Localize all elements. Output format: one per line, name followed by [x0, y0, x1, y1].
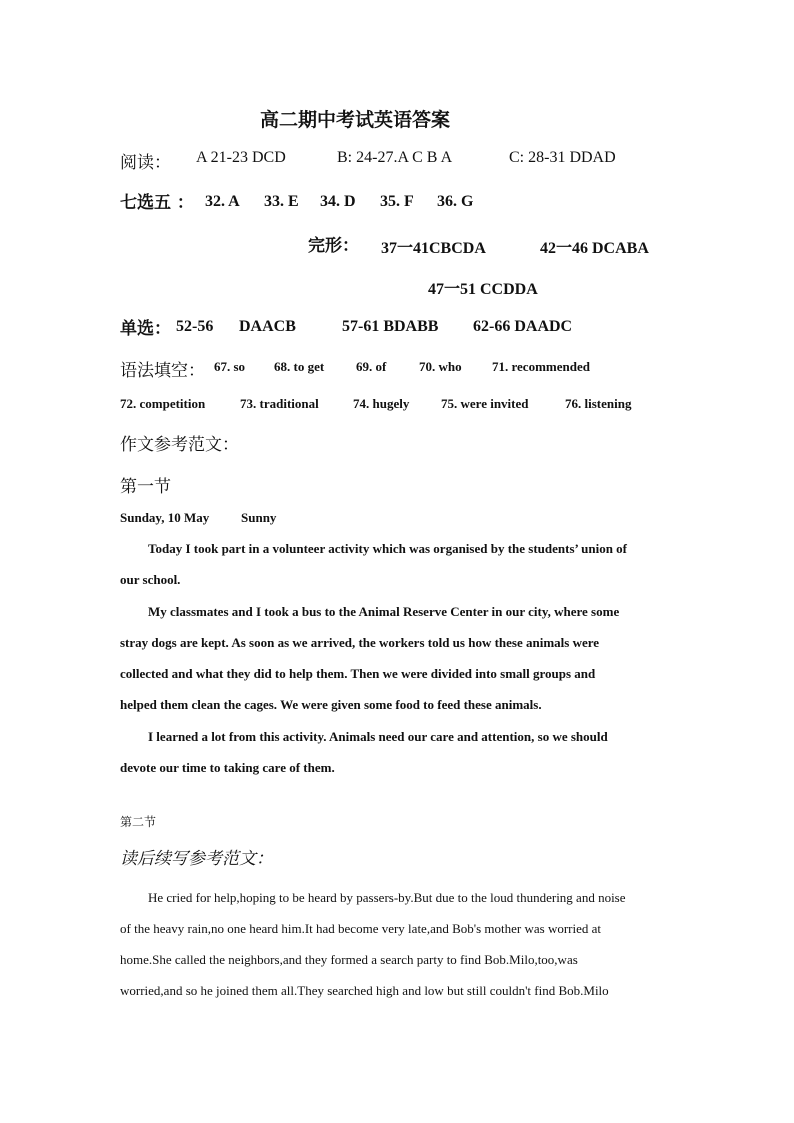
grammar-answer: 67. so: [214, 359, 246, 374]
cloze-answer: 42一46 DCABA: [540, 240, 649, 257]
essay-date: Sunday, 10 May: [120, 510, 210, 525]
single-choice-answer: 57-61 BDABB: [342, 318, 439, 335]
grammar-answer: 75. were invited: [441, 396, 529, 411]
single-choice-answer: DAACB: [239, 318, 296, 335]
cloze-answer: 47一51 CCDDA: [428, 281, 538, 298]
grammar-answer: 72. competition: [120, 396, 206, 411]
seven-five-answer: 36. G: [437, 193, 474, 210]
continuation-heading: 读后续写参考范文：: [120, 849, 273, 869]
single-choice-answer: 52-56: [176, 318, 214, 335]
grammar-answer: 70. who: [419, 359, 462, 374]
cloze-answer: 37一41CBCDA: [381, 240, 486, 257]
essay-weather: Sunny: [241, 510, 277, 525]
seven-five-answer: 34. D: [320, 193, 356, 210]
essay-line: devote our time to taking care of them.: [120, 760, 335, 775]
essay-line: stray dogs are kept. As soon as we arrived, the workers told us how these animals were: [120, 635, 600, 650]
essay-line: our school.: [120, 572, 181, 587]
page-title: 高二期中考试英语答案: [260, 109, 451, 131]
grammar-label: 语法填空：: [120, 361, 205, 381]
section-two-heading: 第二节: [120, 815, 157, 829]
seven-five-answer: 35. F: [380, 193, 414, 210]
essay-line: Today I took part in a volunteer activity which was organised by the students’ union of: [148, 541, 628, 556]
single-choice-answer: 62-66 DAADC: [473, 318, 573, 335]
essay-line: I learned a lot from this activity. Animals need our care and attention, so we should: [148, 729, 608, 744]
essay-line: My classmates and I took a bus to the Animal Reserve Center in our city, where some: [148, 604, 620, 619]
essay-line: collected and what they did to help them. Then we were divided into small groups and: [120, 666, 596, 681]
reading-answer-b: B: 24-27.A C B A: [337, 149, 453, 166]
continuation-line: home.She called the neighbors,and they formed a search party to find Bob.Milo,too,was: [120, 952, 578, 967]
seven-five-answer: 33. E: [264, 193, 299, 210]
grammar-answer: 69. of: [356, 359, 387, 374]
reading-answer-c: C: 28-31 DDAD: [509, 149, 616, 166]
essay-heading: 作文参考范文：: [120, 435, 239, 455]
continuation-line: worried,and so he joined them all.They searched high and low but still couldn't find Bob.Milo: [120, 983, 609, 998]
seven-five-answer: 32. A: [205, 193, 240, 210]
continuation-line: He cried for help,hoping to be heard by passers-by.But due to the loud thundering and noise: [148, 890, 626, 905]
reading-answer-a: A 21-23 DCD: [196, 149, 286, 166]
single-choice-label: 单选：: [120, 319, 171, 339]
grammar-answer: 68. to get: [274, 359, 325, 374]
grammar-answer: 76. listening: [565, 396, 632, 411]
continuation-line: of the heavy rain,no one heard him.It had become very late,and Bob's mother was worried at: [120, 921, 602, 936]
cloze-label: 完形：: [308, 236, 359, 256]
seven-five-label: 七选五 ：: [120, 193, 194, 213]
grammar-answer: 71. recommended: [492, 359, 590, 374]
essay-line: helped them clean the cages. We were given some food to feed these animals.: [120, 697, 542, 712]
section-one-heading: 第一节: [120, 477, 171, 497]
grammar-answer: 74. hugely: [353, 396, 410, 411]
grammar-answer: 73. traditional: [240, 396, 319, 411]
reading-label: 阅读：: [120, 153, 171, 173]
